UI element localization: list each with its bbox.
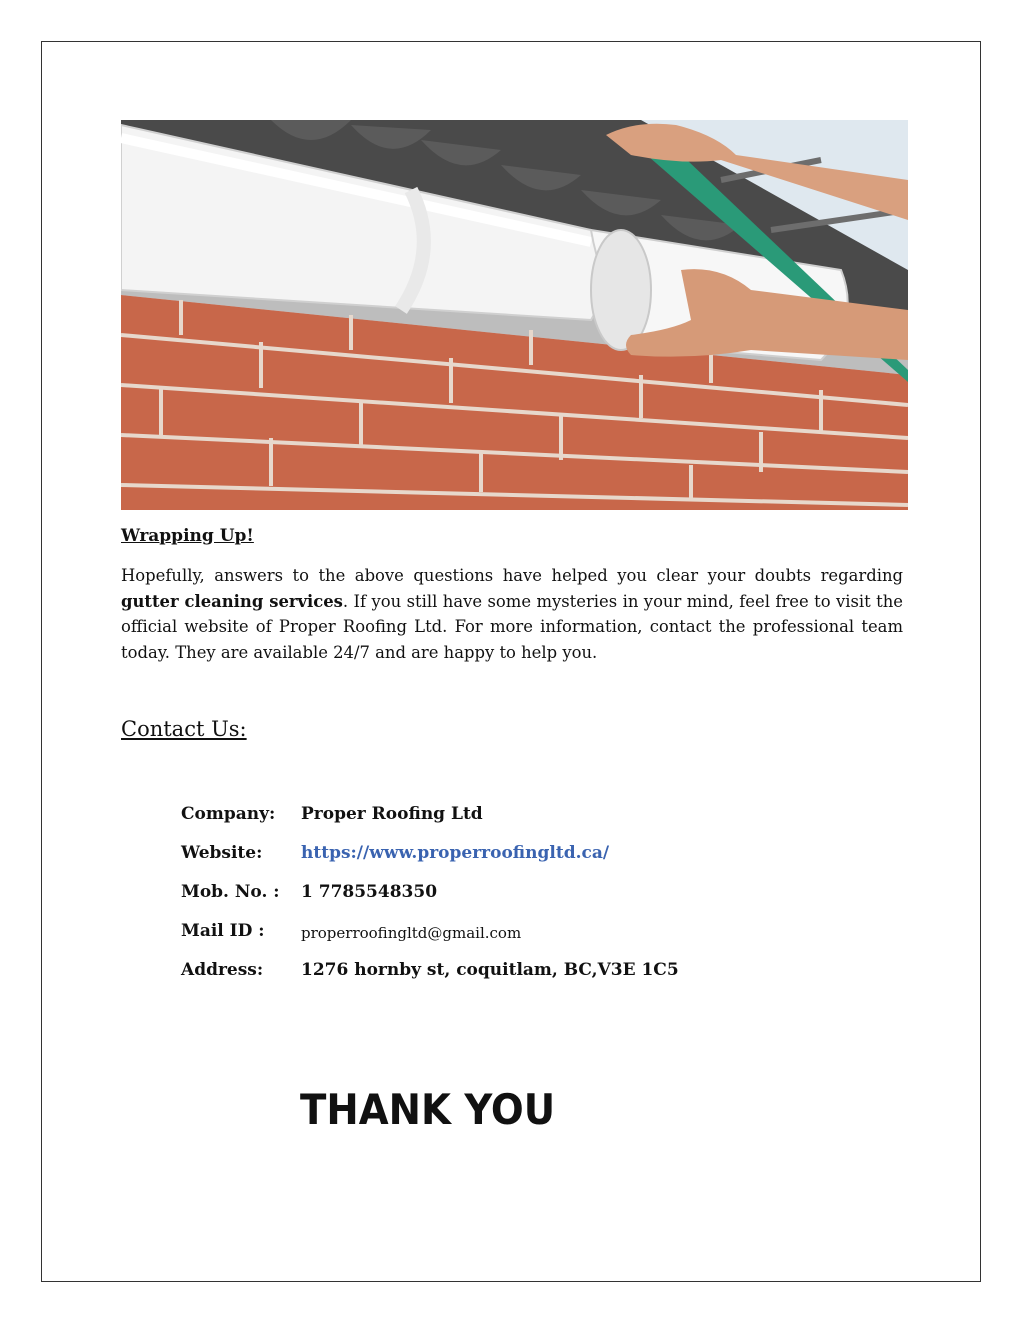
body-paragraph <box>121 563 903 665</box>
address-value: 1276 hornby st, coquitlam, BC,V3E 1C5 <box>301 960 679 980</box>
section-heading: Wrapping Up! <box>121 526 254 546</box>
contact-label: Company: <box>181 804 276 824</box>
contact-label: Mail ID : <box>181 921 265 941</box>
company-value: Proper Roofing Ltd <box>301 804 483 824</box>
thank-you-text: THANK YOU <box>300 1085 556 1134</box>
contact-label: Website: <box>181 843 263 863</box>
paragraph-bold-phrase: gutter cleaning services <box>121 591 343 611</box>
mobile-value: 1 7785548350 <box>301 882 438 902</box>
contact-title: Contact Us: <box>121 717 247 741</box>
contact-label: Address: <box>181 960 264 980</box>
paragraph-text-end: . If you still have some mysteries in your mind, feel free to visit the official website of Proper Roofing Ltd. For more information, contact the professional team today. They are available 24/7 and are happy to help you. <box>121 591 904 662</box>
contact-label: Mob. No. : <box>181 882 280 902</box>
email-value: properroofingltd@gmail.com <box>301 924 522 942</box>
gutter-installation-photo <box>121 120 908 510</box>
paragraph-text-start: Hopefully, answers to the above questions have helped you clear your doubts regarding <box>121 566 903 585</box>
website-link[interactable]: https://www.properroofingltd.ca/ <box>301 843 610 863</box>
